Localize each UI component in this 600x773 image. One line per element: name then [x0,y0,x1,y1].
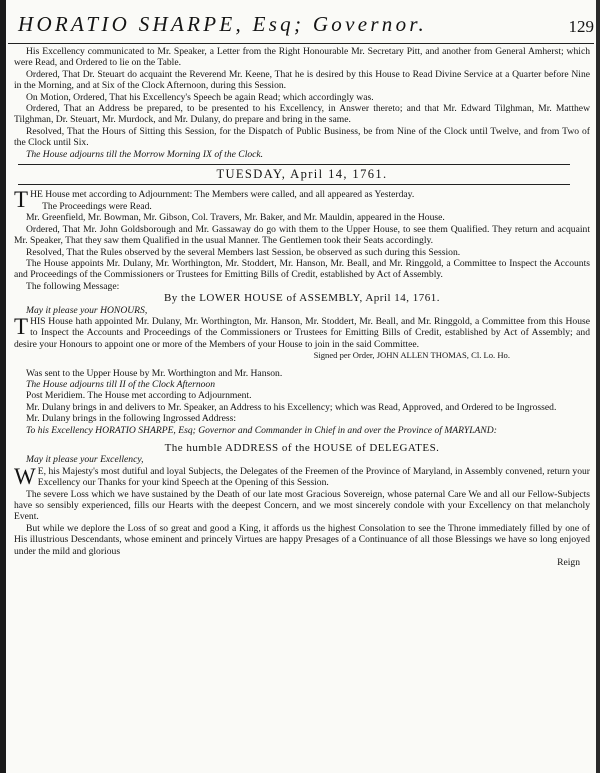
message-heading: By the LOWER HOUSE of ASSEMBLY, April 14, 1761. [163,292,441,305]
message-salutation: May it please your HONOURS, [26,304,148,316]
paragraph: The severe Loss which we have sustained by the Death of our late most Gracious Sovereign, whose paternal Care We and all our Fellow-Subjects have so sensibly experienced, fills our Hearts with the deepest Concern, and we most sincerely condole with your Excellency on that melancholy Event. [14,488,590,523]
paragraph: His Excellency communicated to Mr. Speaker, a Letter from the Right Honourable Mr. Secretary Pitt, and another from General Amherst; which were Read, and Ordered to lie on the Table. [14,46,590,69]
paragraph: Ordered, That Dr. Steuart do acquaint the Reverend Mr. Keene, That he is desired by this House to Read Divine Service at a Quarter before Nine in the Morning, and at Six of the Clock Afternoon, during this Session. [14,68,590,92]
paragraph: Ordered, That an Address be prepared, to be presented to his Excellency, in Answer thereto; and that Mr. Edward Tilghman, Mr. Matthew Tilghman, Dr. Steuart, Mr. Murdock, and Mr. Dulany, do prepare and bring in the same. [14,103,590,126]
header-rule [8,43,594,44]
adjournment-note: The House adjourns till II of the Clock Afternoon [26,378,216,390]
drop-cap: W [14,463,36,489]
paragraph: The following Message: [26,280,120,292]
running-title: HORATIO SHARPE, Esq; Governor. [18,12,428,36]
address-paragraph [14,463,590,489]
address-heading: The humble ADDRESS of the HOUSE of DELEGATES. [164,442,440,454]
adjournment-note: The House adjourns till the Morrow Morning IX of the Clock. [26,148,264,160]
section-rule [18,164,570,165]
paragraph: The House appoints Mr. Dulany, Mr. Worthington, Mr. Stoddert, Mr. Hanson, Mr. Beall, and Mr. Ringgold, a Committee to Inspect the Accounts and Proceedings of the Commissioners or Trustees for Emitting Bills of Credit, established by Act of Assembly. [14,257,590,281]
address-recipient: To his Excellency HORATIO SHARPE, Esq; Governor and Commander in Chief in and over the Province of MARYLAND: [26,424,497,436]
drop-cap: T [14,187,29,213]
page-number: 129 [568,17,594,36]
address-text: E, his Majesty's most dutiful and loyal Subjects, the Delegates of the Freemen of the Province of Maryland, in Assembly convened, return your Excellency our Thanks for your kind Speech at the Opening of this Session. [37,465,590,489]
paragraph: Was sent to the Upper House by Mr. Worthington and Mr. Hanson. [26,367,283,379]
paragraph: Post Meridiem. The House met according to Adjournment. [26,390,252,402]
paragraph: Ordered, That Mr. John Goldsborough and Mr. Gassaway do go with them to the Upper House, to see them Qualified. They return and acquaint Mr. Speaker, That they saw them Qualified in the usual Manner. The Gentlemen took their Seats accordingly. [14,223,590,247]
paragraph: The Proceedings were Read. [42,200,152,212]
paragraph: But while we deplore the Loss of so great and good a King, it affords us the highest Consolation to see the Throne immediately filled by one of His illustrious Descendants, whose eminent and princely Virtues are happy Presages of a Continuance of all those Blessings we have so long enjoyed under the mild and glorious [14,522,590,557]
paragraph: On Motion, Ordered, That his Excellency's Speech be again Read; which accordingly was. [26,91,374,103]
opening-text: HE House met according to Adjournment: The Members were called, and all appeared as Yesterday. [30,189,415,201]
paragraph: Mr. Greenfield, Mr. Bowman, Mr. Gibson, Col. Travers, Mr. Baker, and Mr. Mauldin, appeared in the House. [26,212,445,224]
page-body [14,46,590,568]
catchword: Reign [557,557,580,569]
paragraph: Resolved, That the Hours of Sitting this Session, for the Dispatch of Public Business, be from Nine of the Clock until Twelve, and from Two of the Clock until Six. [14,125,590,149]
drop-cap: T [14,313,29,339]
paragraph: Mr. Dulany brings in the following Ingrossed Address: [26,413,236,425]
message-body [14,313,590,350]
page-header [0,0,600,44]
paragraph: Mr. Dulany brings in and delivers to Mr. Speaker, an Address to his Excellency; which was Read, Approved, and Ordered to be Ingrossed. [26,401,557,413]
address-salutation: May it please your Excellency, [26,454,144,466]
message-text: HIS House hath appointed Mr. Dulany, Mr. Worthington, Mr. Hanson, Mr. Stoddert, Mr. Beall, and Mr. Ringgold, a Committee from this House to Inspect the Accounts and Proceedings of the Commissioners or Trustees for Emitting Bills of Credit, established by Act of Assembly; and desire your Honours to appoint one or more of the Members of your House to join in the said Committee. [14,315,590,350]
paragraph: Resolved, That the Rules observed by the several Members last Session, be observed as such during this Session. [26,246,461,258]
section-rule [18,184,570,185]
message-signature: Signed per Order, JOHN ALLEN THOMAS, Cl. Lo. Ho. [313,350,510,361]
day-heading: TUESDAY, April 14, 1761. [216,167,388,182]
